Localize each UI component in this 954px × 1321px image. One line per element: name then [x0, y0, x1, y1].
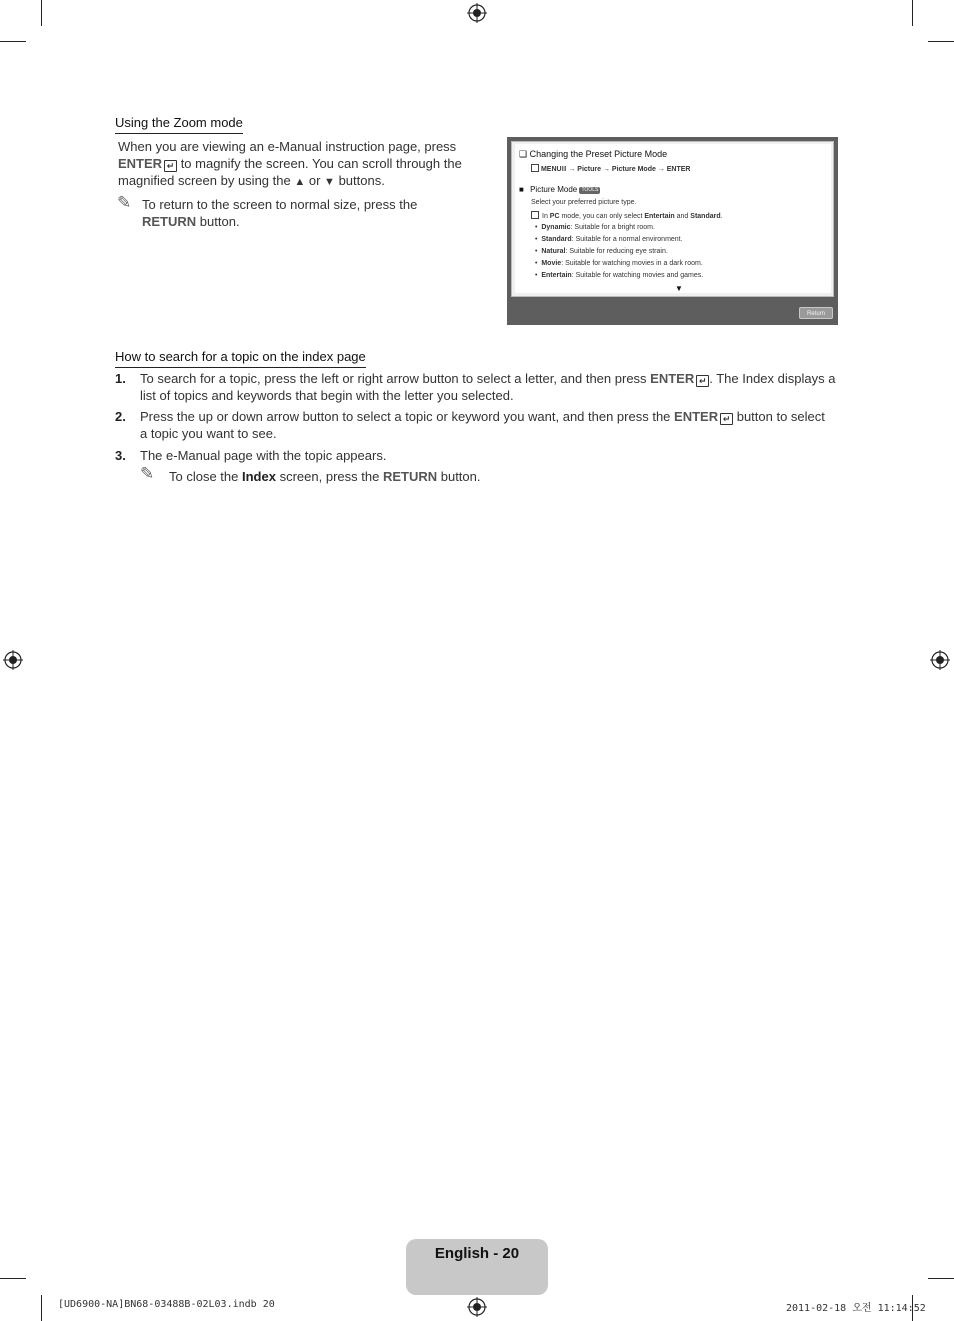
down-triangle-icon: ▼ — [324, 176, 335, 188]
zoom-text: When you are viewing an e-Manual instruction page, press — [118, 139, 457, 154]
emanual-screen-content — [515, 144, 831, 293]
crop-mark — [0, 1278, 26, 1279]
zoom-text: or — [308, 173, 321, 188]
registration-mark-icon — [467, 1297, 487, 1317]
zoom-text: buttons. — [338, 173, 385, 188]
page-number-label: English - 20 — [434, 1245, 520, 1262]
list-text: list of topics and keywords that begin with the letter you selected. — [140, 388, 514, 403]
square-bullet-icon: ■ — [519, 185, 524, 194]
print-slug-right: 2011-02-18 오전 11:14:52 — [786, 1303, 926, 1314]
bullet-term: Natural — [541, 248, 566, 255]
section-title-zoom: Using the Zoom mode — [115, 115, 243, 134]
registration-mark-icon — [467, 3, 487, 23]
bullet-term: Dynamic — [541, 224, 571, 231]
list-text: To search for a topic, press the left or right arrow button to select a letter, and then press — [140, 371, 647, 386]
crop-mark — [0, 41, 26, 42]
screen-note-text: In — [542, 213, 550, 220]
screen-note-text: mode, you can only select — [559, 213, 645, 220]
screen-bullet: • Standard: Suitable for a normal environment. — [535, 236, 683, 243]
note-pencil-icon: ✎ — [140, 464, 155, 483]
registration-mark-icon — [3, 650, 23, 670]
registration-mark-icon — [930, 650, 950, 670]
screen-item-title — [519, 184, 600, 195]
list-number: 3. — [115, 448, 126, 463]
index-note-text: button. — [440, 469, 481, 484]
return-label: RETURN — [142, 214, 197, 229]
section-title-index: How to search for a topic on the index page — [115, 349, 366, 368]
list-number: 1. — [115, 371, 126, 386]
screen-desc: Select your preferred picture type. — [531, 199, 637, 206]
screen-heading — [519, 149, 667, 160]
list-text: . The Index displays a — [709, 371, 836, 386]
zoom-text: magnified screen by using the — [118, 173, 291, 188]
list-text: The e-Manual page with the topic appears. — [140, 448, 387, 463]
enter-label: ENTER — [650, 371, 695, 386]
screen-note-text: and — [674, 213, 691, 220]
list-item — [140, 408, 850, 442]
enter-key-icon: ↵ — [696, 375, 709, 387]
zoom-note-text: To return to the screen to normal size, press the — [142, 197, 418, 212]
screen-note-text: . — [720, 213, 723, 220]
zoom-note-text: button. — [199, 214, 240, 229]
bullet-text: : Suitable for a normal environment. — [571, 236, 683, 243]
screen-menu-path — [531, 164, 691, 174]
enter-label: ENTER — [674, 409, 719, 424]
index-note-text: To close the — [169, 469, 239, 484]
return-label: RETURN — [382, 469, 438, 484]
screen-heading-text: Changing the Preset Picture Mode — [529, 149, 668, 159]
emanual-screen-frame — [511, 141, 834, 297]
picture-mode-title: Picture Mode — [530, 185, 578, 194]
zoom-paragraph — [118, 138, 478, 191]
crop-mark — [41, 1295, 42, 1321]
list-item — [140, 370, 850, 404]
menu-label: MENU — [540, 166, 562, 173]
bullet-text: : Suitable for watching movies in a dark room. — [561, 260, 703, 267]
screen-note-text: Standard — [690, 213, 721, 220]
scroll-down-icon[interactable]: ▼ — [675, 284, 683, 293]
list-text: Press the up or down arrow button to select a topic or keyword you want, and then press the — [140, 409, 671, 424]
crop-mark — [41, 0, 42, 26]
emanual-screen — [507, 137, 838, 325]
bullet-term: Standard — [541, 236, 572, 243]
bullet-term: Movie — [541, 260, 562, 267]
enter-label: ENTER — [118, 156, 163, 171]
enter-key-icon: ↵ — [720, 413, 733, 425]
list-text: button to select — [736, 409, 825, 424]
screen-note — [531, 211, 723, 221]
checkbox-icon: ❑ — [519, 149, 528, 159]
screen-bullet: • Dynamic: Suitable for a bright room. — [535, 224, 655, 231]
index-note — [169, 468, 669, 485]
menu-icon: Ⅲ — [561, 166, 567, 173]
return-button[interactable]: Return — [799, 307, 833, 319]
up-triangle-icon: ▲ — [294, 176, 306, 188]
index-label: Index — [242, 469, 276, 484]
enter-key-icon: ↵ — [164, 160, 177, 172]
screen-bullet: • Movie: Suitable for watching movies in a dark room. — [535, 260, 703, 267]
list-number: 2. — [115, 409, 126, 424]
print-slug-left: [UD6900-NA]BN68-03488B-02L03.indb 20 — [58, 1299, 275, 1310]
zoom-text: to magnify the screen. You can scroll through the — [180, 156, 462, 171]
screen-note-text: PC — [549, 213, 560, 220]
bullet-term: Entertain — [541, 272, 572, 279]
screen-bullet: • Natural: Suitable for reducing eye strain. — [535, 248, 668, 255]
bullet-text: : Suitable for watching movies and games. — [571, 272, 704, 279]
path-icon — [531, 164, 539, 172]
list-text: a topic you want to see. — [140, 426, 277, 441]
screen-bullet: • Entertain: Suitable for watching movies and games. — [535, 272, 704, 279]
index-note-text: screen, press the — [279, 469, 380, 484]
note-icon — [531, 211, 539, 219]
path-text: → Picture → Picture Mode → ENTER — [568, 166, 691, 173]
crop-mark — [928, 1278, 954, 1279]
zoom-note — [142, 196, 442, 230]
crop-mark — [928, 41, 954, 42]
screen-note-text: Entertain — [644, 213, 675, 220]
bullet-text: : Suitable for a bright room. — [570, 224, 655, 231]
list-item — [140, 447, 850, 464]
bullet-text: : Suitable for reducing eye strain. — [565, 248, 668, 255]
note-pencil-icon: ✎ — [117, 193, 132, 212]
crop-mark — [912, 0, 913, 26]
tools-badge: TOOLS — [581, 187, 599, 193]
